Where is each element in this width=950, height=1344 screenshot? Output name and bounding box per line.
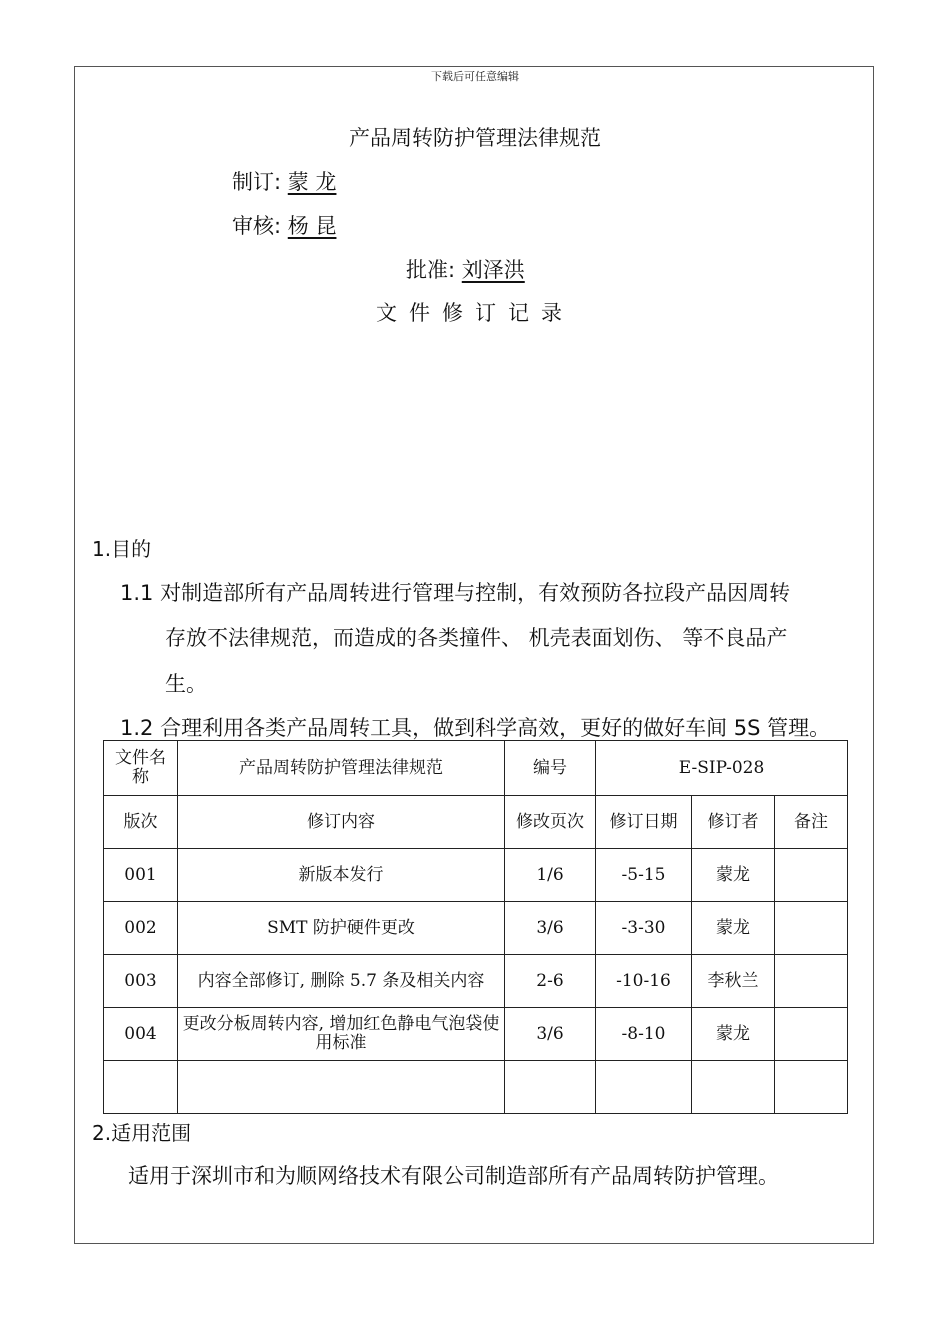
approved-label: 批准: (406, 258, 456, 282)
cell-pages: 3/6 (505, 1008, 596, 1061)
revision-record-title: 文件修订记录 (376, 301, 574, 325)
document-title: 产品周转防护管理法律规范 (349, 126, 601, 150)
cell-note (775, 902, 848, 955)
section2-heading: 2.适用范围 (92, 1121, 192, 1145)
column-header: 版次 (104, 796, 178, 849)
cell-pages: 1/6 (505, 849, 596, 902)
cell-pages: 3/6 (505, 902, 596, 955)
cell-version: 002 (104, 902, 178, 955)
column-header-row (104, 796, 848, 849)
revision-table (103, 740, 848, 1114)
cell-content: SMT 防护硬件更改 (178, 902, 505, 955)
cell-content (178, 1061, 505, 1114)
cell-author: 蒙龙 (692, 1008, 775, 1061)
column-header: 修订者 (692, 796, 775, 849)
approved-line (406, 254, 525, 284)
cell-content: 更改分板周转内容, 增加红色静电气泡袋使用标准 (178, 1008, 505, 1061)
cell-date: -8-10 (596, 1008, 692, 1061)
drafted-label: 制订: (232, 170, 282, 194)
section1-item1-line1: 1.1 对制造部所有产品周转进行管理与控制，有效预防各拉段产品因周转 (120, 581, 791, 605)
column-header: 修改页次 (505, 796, 596, 849)
column-header: 修订内容 (178, 796, 505, 849)
reviewed-label: 审核: (232, 214, 282, 238)
cell-note (775, 955, 848, 1008)
cell-date (596, 1061, 692, 1114)
cell-version: 003 (104, 955, 178, 1008)
cell-version: 004 (104, 1008, 178, 1061)
doc-name-label: 文件名称 (104, 741, 178, 796)
cell-note (775, 849, 848, 902)
doc-name-value: 产品周转防护管理法律规范 (178, 741, 505, 796)
drafted-by: 蒙 龙 (287, 170, 337, 194)
cell-note (775, 1061, 848, 1114)
reviewed-line (232, 210, 336, 240)
section1-item1-line3: 生。 (165, 672, 207, 696)
cell-content: 新版本发行 (178, 849, 505, 902)
section1-item1-line2: 存放不法律规范，而造成的各类撞件、 机壳表面划伤、 等不良品产 (165, 626, 788, 650)
section1-heading: 1.目的 (92, 537, 152, 561)
drafted-line (232, 166, 336, 196)
number-value: E-SIP-028 (596, 741, 848, 796)
cell-content: 内容全部修订, 删除 5.7 条及相关内容 (178, 955, 505, 1008)
cell-date: -10-16 (596, 955, 692, 1008)
reviewed-by: 杨 昆 (287, 214, 337, 238)
cell-pages: 2-6 (505, 955, 596, 1008)
cell-version (104, 1061, 178, 1114)
cell-author: 蒙龙 (692, 849, 775, 902)
table-row (104, 1008, 848, 1061)
cell-version: 001 (104, 849, 178, 902)
section1-item2: 1.2 合理利用各类产品周转工具，做到科学高效，更好的做好车间 5S 管理。 (120, 716, 831, 740)
approved-by: 刘泽洪 (461, 258, 525, 282)
table-header-row (104, 741, 848, 796)
watermark-text: 下载后可任意编辑 (431, 70, 519, 83)
column-header: 备注 (775, 796, 848, 849)
cell-pages (505, 1061, 596, 1114)
table-row (104, 849, 848, 902)
table-row (104, 1061, 848, 1114)
cell-author (692, 1061, 775, 1114)
number-label: 编号 (505, 741, 596, 796)
cell-note (775, 1008, 848, 1061)
cell-author: 蒙龙 (692, 902, 775, 955)
cell-date: -5-15 (596, 849, 692, 902)
table-row (104, 902, 848, 955)
table-row (104, 955, 848, 1008)
cell-date: -3-30 (596, 902, 692, 955)
section2-text: 适用于深圳市和为顺网络技术有限公司制造部所有产品周转防护管理。 (128, 1164, 779, 1188)
cell-author: 李秋兰 (692, 955, 775, 1008)
column-header: 修订日期 (596, 796, 692, 849)
